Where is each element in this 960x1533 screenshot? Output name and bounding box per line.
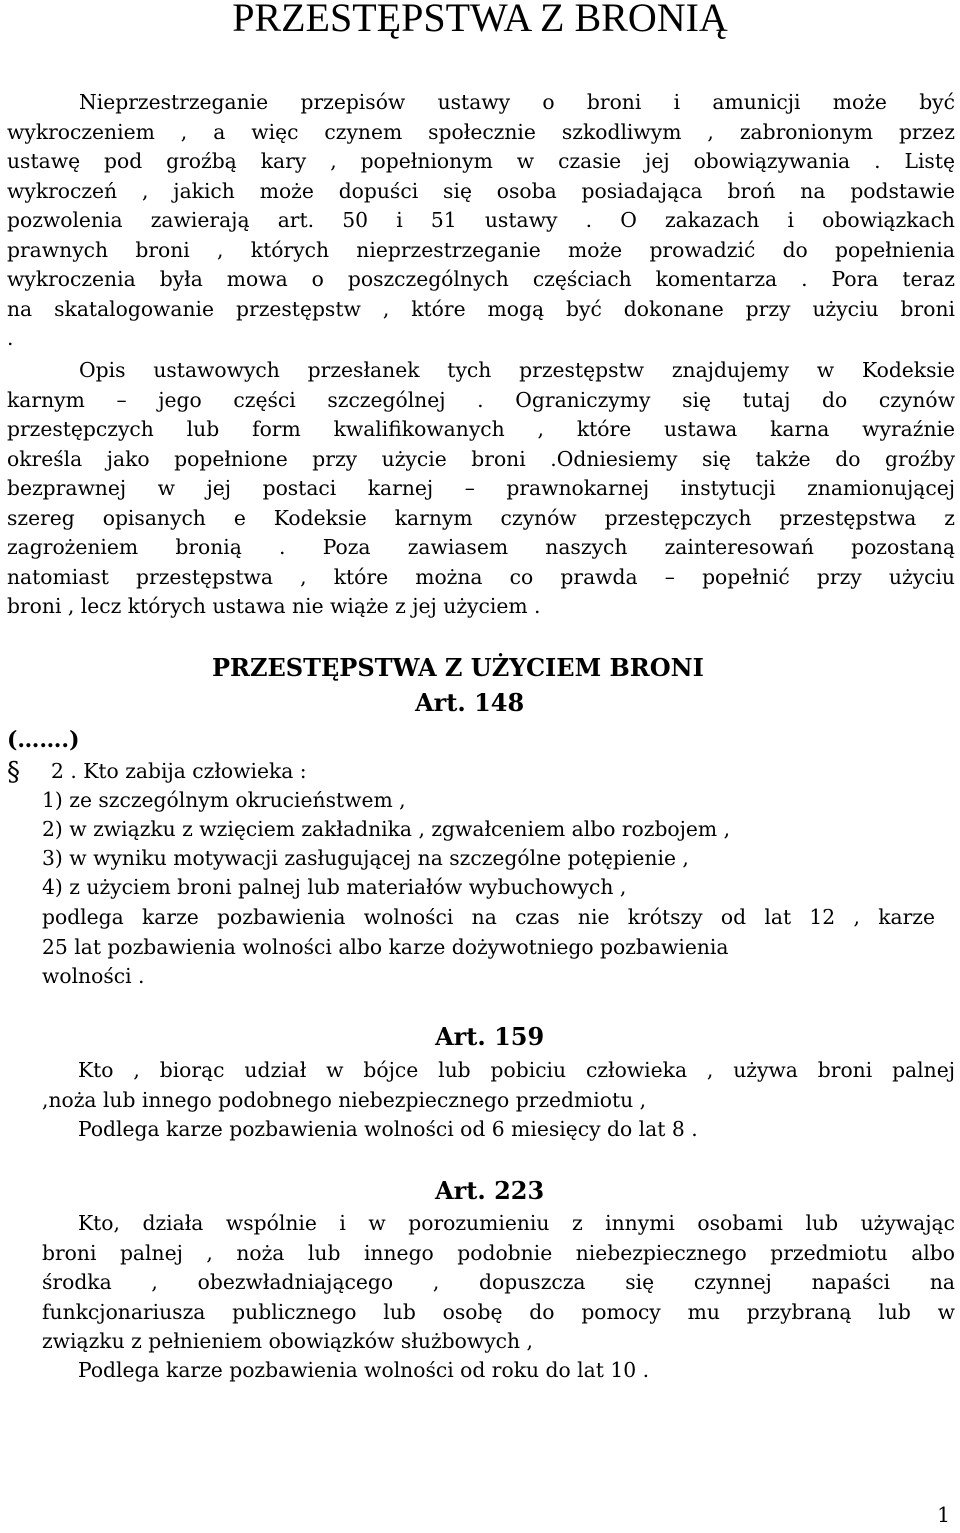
art-148-lead bbox=[7, 757, 307, 788]
text-line: wykroczeń , jakich może dopuści się osoba posiadająca broń na podstawie bbox=[7, 178, 955, 203]
page-number: 1 bbox=[937, 1503, 950, 1527]
text-line: prawnych broni , których nieprzestrzeganie może prowadzić do popełnienia bbox=[7, 237, 955, 262]
text-line: wykroczenia była mowa o poszczególnych częściach komentarza . Pora teraz bbox=[7, 267, 955, 291]
text-line: określa jako popełnione przy użycie broni .Odniesiemy się także do groźby bbox=[7, 446, 955, 471]
ellipsis-marker: (…….) bbox=[7, 727, 80, 753]
text-line: Opis ustawowych przesłanek tych przestępstw znajdujemy w Kodeksie bbox=[79, 358, 955, 382]
art-148-item-2: 2) w związku z wzięciem zakładnika , zgwałceniem albo rozbojem , bbox=[42, 817, 731, 841]
art-148-item-4: 4) z użyciem broni palnej lub materiałów wybuchowych , bbox=[42, 875, 627, 899]
text-line: broni , lecz których ustawa nie wiąże z jej użyciem . bbox=[7, 594, 541, 618]
text-line: szereg opisanych e Kodeksie karnym czynów przestępczych przestępstwa z bbox=[7, 505, 955, 530]
art-223-heading: Art. 223 bbox=[435, 1176, 545, 1205]
text-line: wykroczeniem , a więc czynem społecznie szkodliwym , zabronionym przez bbox=[7, 119, 955, 144]
section-heading: PRZESTĘPSTWA Z UŻYCIEM BRONI bbox=[212, 653, 704, 682]
text-line: związku z pełnieniem obowiązków służbowych , bbox=[42, 1329, 533, 1353]
art-148-lead-text: 2 . Kto zabija człowieka : bbox=[51, 759, 307, 783]
art-148-penalty bbox=[42, 903, 935, 992]
text-line: podlega karze pozbawienia wolności na czas nie krótszy od lat 12 , karze bbox=[42, 905, 935, 929]
text-line: zagrożeniem bronią . Poza zawiasem naszych zainteresowań pozostaną bbox=[7, 535, 955, 559]
art-159-text bbox=[42, 1056, 955, 1115]
text-line: natomiast przestępstwa , które można co prawda – popełnić przy użyciu bbox=[7, 564, 955, 589]
intro-paragraph bbox=[7, 88, 955, 354]
text-line: Nieprzestrzeganie przepisów ustawy o broni i amunicji może być bbox=[79, 90, 955, 114]
text-line: przestępczych lub form kwalifikowanych , które ustawa karna wyraźnie bbox=[7, 417, 955, 441]
text-line: . bbox=[7, 326, 14, 350]
art-148-heading: Art. 148 bbox=[415, 688, 525, 717]
text-line: środka , obezwładniającego , dopuszcza się czynnej napaści na bbox=[42, 1270, 955, 1294]
art-159-heading: Art. 159 bbox=[435, 1022, 545, 1051]
art-159-penalty: Podlega karze pozbawienia wolności od 6 miesięcy do lat 8 . bbox=[78, 1117, 698, 1141]
text-line: broni palnej , noża lub innego podobnie niebezpiecznego przedmiotu albo bbox=[42, 1240, 955, 1265]
art-148-item-3: 3) w wyniku motywacji zasługującej na szczególne potępienie , bbox=[42, 846, 689, 870]
text-line: 25 lat pozbawienia wolności albo karze dożywotniego pozbawienia bbox=[42, 934, 729, 959]
paragraph-sign-icon: § bbox=[7, 757, 20, 787]
art-148-item-1: 1) ze szczególnym okrucieństwem , bbox=[42, 788, 406, 812]
intro-paragraph-2 bbox=[7, 356, 955, 622]
document-title: PRZESTĘPSTWA Z BRONIĄ bbox=[232, 0, 728, 40]
art-223-text bbox=[42, 1209, 955, 1357]
text-line: bezprawnej w jej postaci karnej – prawnokarnej instytucji znamionującej bbox=[7, 476, 955, 500]
text-line: Kto, działa wspólnie i w porozumieniu z innymi osobami lub używając bbox=[78, 1211, 955, 1235]
text-line: wolności . bbox=[42, 964, 145, 988]
text-line: ,noża lub innego podobnego niebezpiecznego przedmiotu , bbox=[42, 1087, 647, 1112]
text-line: Kto , biorąc udział w bójce lub pobiciu człowieka , używa broni palnej bbox=[78, 1058, 955, 1082]
text-line: pozwolenia zawierają art. 50 i 51 ustawy . O zakazach i obowiązkach bbox=[7, 208, 955, 232]
text-line: karnym – jego części szczególnej . Ograniczymy się tutaj do czynów bbox=[7, 387, 955, 412]
text-line: ustawę pod groźbą kary , popełnionym w czasie jej obowiązywania . Listę bbox=[7, 149, 955, 173]
art-223-penalty: Podlega karze pozbawienia wolności od roku do lat 10 . bbox=[78, 1358, 650, 1382]
text-line: funkcjonariusza publicznego lub osobę do pomocy mu przybraną lub w bbox=[42, 1299, 955, 1324]
text-line: na skatalogowanie przestępstw , które mogą być dokonane przy użyciu broni bbox=[7, 296, 955, 321]
